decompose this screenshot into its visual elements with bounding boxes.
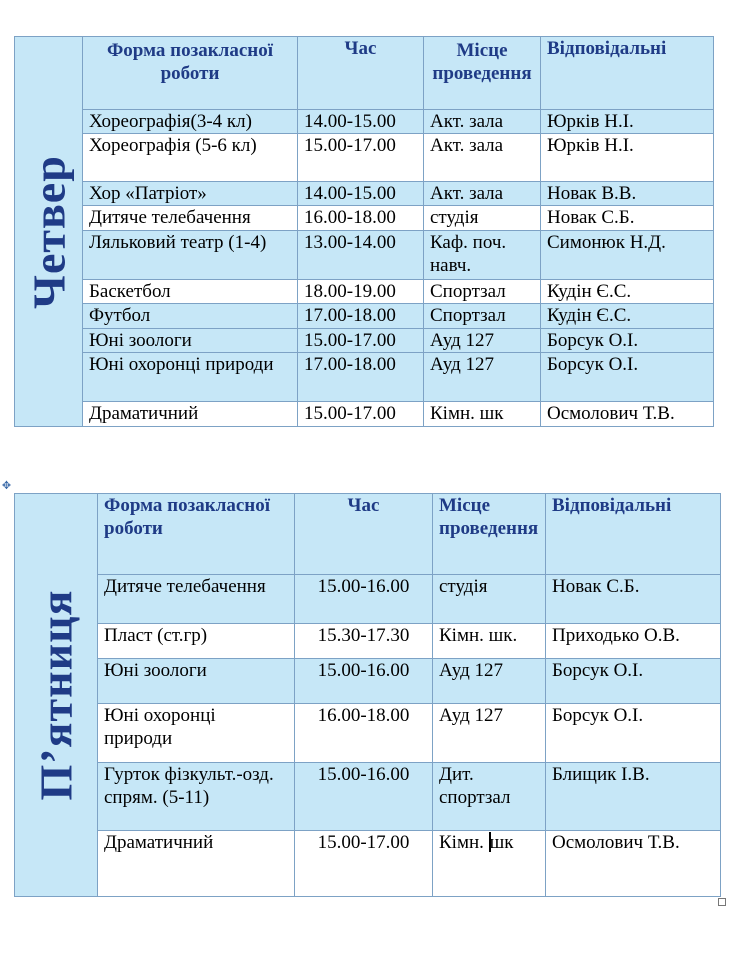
cell-responsible: Симонюк Н.Д.: [541, 231, 714, 280]
table-header-row: [15, 494, 721, 575]
place-text-part: шк: [489, 832, 514, 853]
cell-place[interactable]: [433, 831, 546, 897]
table-row: [15, 353, 714, 402]
cell-time: 18.00-19.00: [298, 280, 424, 304]
table-row: [15, 280, 714, 304]
table-row: [15, 763, 721, 831]
cell-time: 15.00-17.00: [298, 329, 424, 353]
cell-place: студія: [424, 206, 541, 231]
cell-form: Дитяче телебачення: [83, 206, 298, 231]
table-row: [15, 659, 721, 704]
table-row: [15, 304, 714, 329]
header-time: Час: [298, 37, 424, 110]
cell-place: Ауд 127: [433, 659, 546, 704]
cell-form: Хореографія (5-6 кл): [83, 134, 298, 182]
cell-time: 17.00-18.00: [298, 304, 424, 329]
table-row: [15, 704, 721, 763]
cell-time: 15.00-17.00: [298, 134, 424, 182]
cell-place: Кімн. шк.: [433, 624, 546, 659]
friday-schedule-table: [14, 493, 721, 897]
cell-form: Дитяче телебачення: [98, 575, 295, 624]
thursday-schedule-table: [14, 36, 714, 427]
cell-responsible: Новак В.В.: [541, 182, 714, 206]
cell-responsible: Кудін Є.С.: [541, 304, 714, 329]
cell-responsible: Новак С.Б.: [541, 206, 714, 231]
cell-responsible: Борсук О.І.: [541, 329, 714, 353]
table-row: [15, 575, 721, 624]
cell-responsible: Новак С.Б.: [546, 575, 721, 624]
cell-time: 14.00-15.00: [298, 110, 424, 134]
cell-responsible: Осмолович Т.В.: [541, 402, 714, 427]
cell-time: 16.00-18.00: [295, 704, 433, 763]
table-row: [15, 402, 714, 427]
header-time: Час: [295, 494, 433, 575]
table-row: [15, 182, 714, 206]
cell-place: Ауд 127: [424, 329, 541, 353]
cell-time: 15.00-16.00: [295, 763, 433, 831]
cell-place: Кімн. шк: [424, 402, 541, 427]
cell-time: 15.00-16.00: [295, 659, 433, 704]
cell-form: Юні зоологи: [83, 329, 298, 353]
cell-form: Гурток фізкульт.-озд. спрям. (5-11): [98, 763, 295, 831]
cell-place: Ауд 127: [433, 704, 546, 763]
cell-form: Драматичний: [83, 402, 298, 427]
header-responsible: Відповідальні: [546, 494, 721, 575]
day-cell-friday: [15, 494, 98, 897]
cell-responsible: Осмолович Т.В.: [546, 831, 721, 897]
header-place: Місце проведення: [424, 37, 541, 110]
day-cell-thursday: [15, 37, 83, 427]
cell-time: 15.30-17.30: [295, 624, 433, 659]
table-row: [15, 624, 721, 659]
cell-place: Дит. спортзал: [433, 763, 546, 831]
cell-responsible: Кудін Є.С.: [541, 280, 714, 304]
cell-time: 15.00-16.00: [295, 575, 433, 624]
cell-place: Спортзал: [424, 280, 541, 304]
cell-form: Хор «Патріот»: [83, 182, 298, 206]
cell-place: студія: [433, 575, 546, 624]
cell-place: Акт. зала: [424, 134, 541, 182]
day-label: Четвер: [23, 154, 74, 309]
cell-place: Спортзал: [424, 304, 541, 329]
cell-form: Драматичний: [98, 831, 295, 897]
cell-responsible: Юрків Н.І.: [541, 134, 714, 182]
header-responsible: Відповідальні: [541, 37, 714, 110]
cell-form: Юні зоологи: [98, 659, 295, 704]
cell-time: 15.00-17.00: [298, 402, 424, 427]
cell-responsible: Юрків Н.І.: [541, 110, 714, 134]
cell-place: Ауд 127: [424, 353, 541, 402]
cell-form: Юні охоронці природи: [83, 353, 298, 402]
cell-form: Юні охоронці природи: [98, 704, 295, 763]
cell-time: 16.00-18.00: [298, 206, 424, 231]
table-row: [15, 110, 714, 134]
cell-responsible: Борсук О.І.: [546, 704, 721, 763]
table-row: [15, 206, 714, 231]
table-resize-handle-icon[interactable]: [718, 898, 726, 906]
cell-place: Каф. поч. навч.: [424, 231, 541, 280]
table-row: [15, 134, 714, 182]
table-row: [15, 231, 714, 280]
day-label: П’ятниця: [30, 589, 82, 801]
cell-time: 15.00-17.00: [295, 831, 433, 897]
cell-time: 17.00-18.00: [298, 353, 424, 402]
cell-form: Ляльковий театр (1-4): [83, 231, 298, 280]
cell-place: Акт. зала: [424, 182, 541, 206]
table-row: [15, 329, 714, 353]
header-form: Форма позакласної роботи: [98, 494, 295, 575]
cell-place: Акт. зала: [424, 110, 541, 134]
cell-form: Футбол: [83, 304, 298, 329]
table-move-handle-icon[interactable]: ✥: [1, 479, 12, 492]
table-row: [15, 831, 721, 897]
cell-time: 13.00-14.00: [298, 231, 424, 280]
table-header-row: [15, 37, 714, 110]
header-place: Місце проведення: [433, 494, 546, 575]
cell-responsible: Борсук О.І.: [546, 659, 721, 704]
cell-responsible: Борсук О.І.: [541, 353, 714, 402]
cell-form: Хореографія(3-4 кл): [83, 110, 298, 134]
cell-time: 14.00-15.00: [298, 182, 424, 206]
cell-responsible: Блищик І.В.: [546, 763, 721, 831]
cell-form: Пласт (ст.гр): [98, 624, 295, 659]
cell-form: Баскетбол: [83, 280, 298, 304]
place-text-part: Кімн.: [439, 832, 489, 853]
cell-responsible: Приходько О.В.: [546, 624, 721, 659]
header-form: Форма позакласної роботи: [83, 37, 298, 110]
